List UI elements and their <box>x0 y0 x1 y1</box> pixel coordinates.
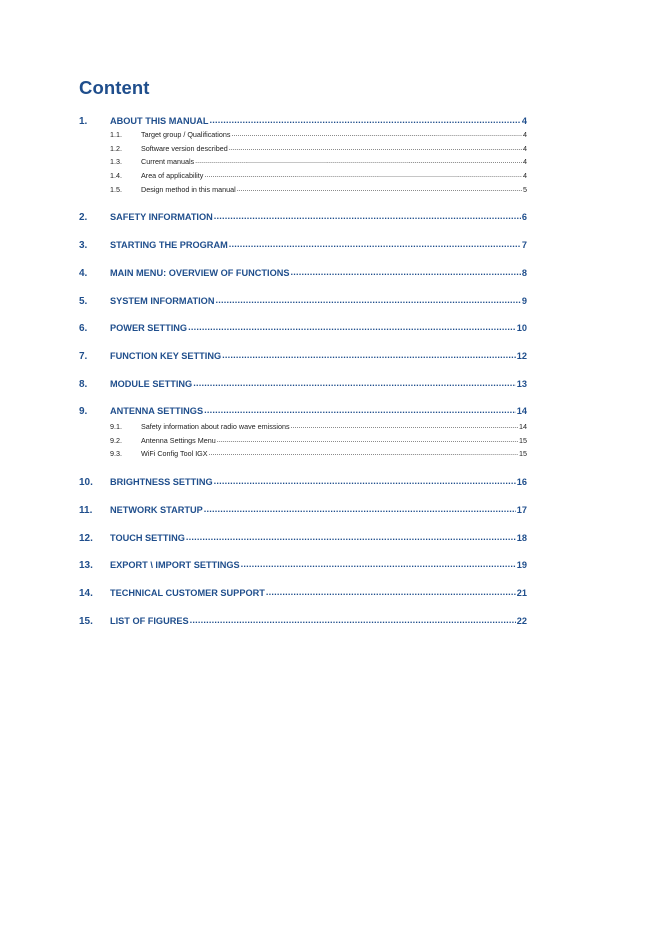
toc-entry-label: BRIGHTNESS SETTING <box>110 477 213 487</box>
toc-entry-page-number: 4 <box>523 157 527 166</box>
toc-entry-label: TOUCH SETTING <box>110 533 185 543</box>
toc-entry-number: 9.1. <box>110 422 122 431</box>
toc-subentry[interactable] <box>79 185 527 194</box>
toc-entry-number: 13. <box>79 560 93 571</box>
toc-entry[interactable] <box>79 406 527 417</box>
dot-leader <box>232 129 523 136</box>
toc-entry-page-number: 19 <box>516 560 527 570</box>
toc-entry-page-number: 22 <box>516 616 527 626</box>
dot-leader <box>291 421 518 428</box>
dot-leader <box>229 143 522 150</box>
dot-leader <box>214 211 521 220</box>
toc-entry-number: 6. <box>79 323 88 334</box>
toc-entry-label: ABOUT THIS MANUAL <box>110 116 209 126</box>
toc-entry-number: 7. <box>79 351 88 362</box>
toc-entry-label: Software version described <box>141 144 228 153</box>
dot-leader <box>217 435 518 442</box>
toc-subentry[interactable] <box>79 422 527 431</box>
dot-leader <box>210 115 521 124</box>
toc-entry-label: STARTING THE PROGRAM <box>110 240 228 250</box>
toc-entry-number: 4. <box>79 268 88 279</box>
toc-entry[interactable] <box>79 560 527 571</box>
toc-entry-page-number: 16 <box>516 477 527 487</box>
toc-entry-number: 1. <box>79 116 88 127</box>
toc-entry-page-number: 18 <box>516 533 527 543</box>
toc-entry-number: 15. <box>79 616 93 627</box>
dot-leader <box>195 156 522 163</box>
toc-entry-label: Safety information about radio wave emissions <box>141 422 290 431</box>
toc-entry-page-number: 12 <box>516 351 527 361</box>
toc-entry-label: LIST OF FIGURES <box>110 616 189 626</box>
toc-entry-page-number: 4 <box>523 130 527 139</box>
dot-leader <box>237 184 522 191</box>
toc-entry-page-number: 5 <box>523 185 527 194</box>
toc-entry-label: WiFi Config Tool IGX <box>141 449 208 458</box>
toc-entry-number: 11. <box>79 505 93 516</box>
page-title: Content <box>79 77 150 98</box>
dot-leader <box>204 504 516 513</box>
toc-entry-label: POWER SETTING <box>110 323 188 333</box>
dot-leader <box>204 170 522 177</box>
toc-entry-label: FUNCTION KEY SETTING <box>110 351 222 361</box>
toc-entry-label: Current manuals <box>141 157 195 166</box>
dot-leader <box>209 448 518 455</box>
toc-entry-page-number: 14 <box>519 422 527 431</box>
toc-entry[interactable] <box>79 505 527 516</box>
toc-entry-page-number: 10 <box>516 323 527 333</box>
toc-entry-page-number: 6 <box>521 212 527 222</box>
toc-entry-number: 1.4. <box>110 171 122 180</box>
toc-entry-page-number: 8 <box>521 268 527 278</box>
dot-leader <box>241 559 516 568</box>
dot-leader <box>266 587 516 596</box>
toc-entry[interactable] <box>79 533 527 544</box>
toc-entry-label: Design method in this manual <box>141 185 236 194</box>
toc-subentry[interactable] <box>79 449 527 458</box>
dot-leader <box>188 322 516 331</box>
toc-entry-number: 2. <box>79 212 88 223</box>
toc-entry-page-number: 15 <box>519 436 527 445</box>
dot-leader <box>204 405 516 414</box>
toc-entry-page-number: 9 <box>521 296 527 306</box>
dot-leader <box>190 615 516 624</box>
toc-entry[interactable] <box>79 268 527 279</box>
toc-entry-page-number: 17 <box>516 505 527 515</box>
toc-entry-page-number: 4 <box>521 116 527 126</box>
toc-entry[interactable] <box>79 616 527 627</box>
dot-leader <box>193 378 516 387</box>
toc-entry-label: NETWORK STARTUP <box>110 505 203 515</box>
toc-entry-number: 9.2. <box>110 436 122 445</box>
toc-entry-page-number: 4 <box>523 144 527 153</box>
toc-entry-number: 9.3. <box>110 449 122 458</box>
toc-entry-page-number: 7 <box>521 240 527 250</box>
toc-entry-number: 8. <box>79 379 88 390</box>
toc-entry-label: SAFETY INFORMATION <box>110 212 213 222</box>
dot-leader <box>215 295 520 304</box>
toc-entry-label: Antenna Settings Menu <box>141 436 216 445</box>
toc-entry-page-number: 4 <box>523 171 527 180</box>
toc-entry-label: Target group / Qualifications <box>141 130 231 139</box>
dot-leader <box>186 532 516 541</box>
toc-entry-page-number: 13 <box>516 379 527 389</box>
toc-entry-label: ANTENNA SETTINGS <box>110 406 204 416</box>
toc-entry-number: 1.2. <box>110 144 122 153</box>
toc-entry-number: 12. <box>79 533 93 544</box>
toc-subentry[interactable] <box>79 157 527 166</box>
toc-subentry[interactable] <box>79 130 527 139</box>
toc-entry[interactable] <box>79 351 527 362</box>
toc-subentry[interactable] <box>79 171 527 180</box>
toc-entry-label: EXPORT \ IMPORT SETTINGS <box>110 560 240 570</box>
toc-entry-number: 5. <box>79 296 88 307</box>
toc-entry-number: 10. <box>79 477 93 488</box>
toc-entry-number: 9. <box>79 406 88 417</box>
dot-leader <box>229 239 521 248</box>
dot-leader <box>222 350 516 359</box>
toc-entry-page-number: 14 <box>516 406 527 416</box>
toc-entry-label: SYSTEM INFORMATION <box>110 296 215 306</box>
dot-leader <box>214 476 516 485</box>
toc-entry[interactable] <box>79 477 527 488</box>
toc-entry[interactable] <box>79 296 527 307</box>
toc-entry-label: MODULE SETTING <box>110 379 193 389</box>
toc-entry[interactable] <box>79 240 527 251</box>
toc-entry-number: 1.3. <box>110 157 122 166</box>
toc-entry[interactable] <box>79 212 527 223</box>
toc-entry[interactable] <box>79 588 527 599</box>
toc-entry[interactable] <box>79 116 527 127</box>
toc-entry-label: Area of applicability <box>141 171 204 180</box>
toc-entry-page-number: 15 <box>519 449 527 458</box>
toc-entry-number: 1.5. <box>110 185 122 194</box>
toc-entry-label: MAIN MENU: OVERVIEW OF FUNCTIONS <box>110 268 290 278</box>
toc-entry-number: 14. <box>79 588 93 599</box>
toc-subentry[interactable] <box>79 144 527 153</box>
toc-entry-label: TECHNICAL CUSTOMER SUPPORT <box>110 588 265 598</box>
dot-leader <box>291 267 521 276</box>
toc-entry-number: 3. <box>79 240 88 251</box>
toc-entry-page-number: 21 <box>516 588 527 598</box>
toc-entry-number: 1.1. <box>110 130 122 139</box>
toc-entry[interactable] <box>79 323 527 334</box>
toc-subentry[interactable] <box>79 436 527 445</box>
toc-entry[interactable] <box>79 379 527 390</box>
